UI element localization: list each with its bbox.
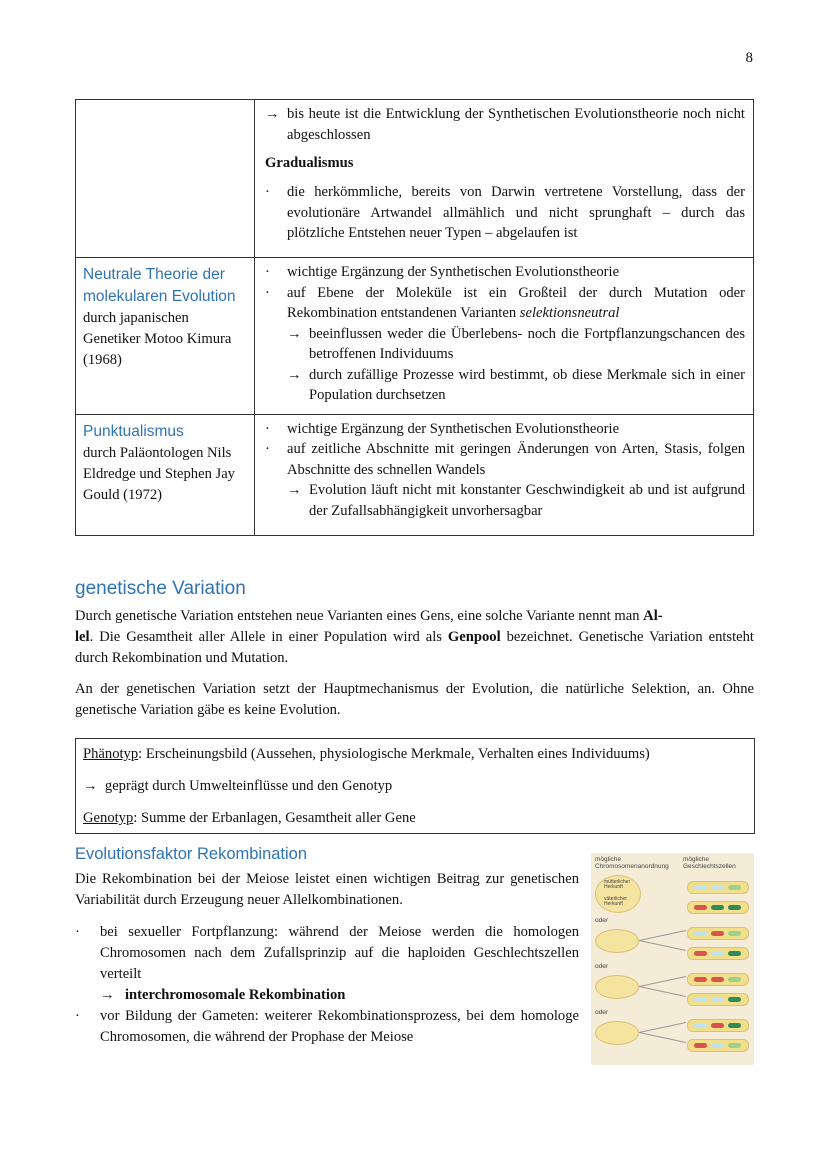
bullet-item: auf zeitliche Abschnitte mit geringen Änderungen von Arten, Stasis, folgen Abschnitte des schnellen Wandels [287,441,745,478]
term-punktualismus: Punktualismus [83,422,184,440]
bullet-icon: · [265,420,270,437]
chromosome-cell [595,875,641,913]
bullet-item [287,283,745,324]
bullet-item: wichtige Ergänzung der Synthetischen Evolutionstheorie [287,420,620,437]
paragraph-text: bezeichnet. Genetische Variation entsteht durch Rekombination und Mutation. [75,629,754,666]
gamete [687,1039,749,1052]
gamete [687,881,749,894]
chromosome-cell [595,929,639,953]
table-cell-neutral-theory [76,258,255,415]
arrow-item: geprägt durch Umwelteinflüsse und den Genotyp [104,778,393,794]
bullet-text: auf Ebene der Moleküle ist ein Großteil der durch Mutation oder Rekombination entstandenen Varianten [287,284,745,321]
table-cell-punktualismus-details [255,414,754,535]
paragraph-selection: An der genetischen Variation setzt der Hauptmechanismus der Evolution, die natürliche Selektion, an. Ohne genetische Variation gäbe es keine Evolution. [75,681,754,718]
chromosome-cell [595,975,639,999]
figure-label-gametes: mögliche Geschlechtszellen [683,856,736,870]
arrow-icon: → [287,482,302,498]
arrow-icon: → [265,106,280,122]
chromosome-cell [595,1021,639,1045]
gamete [687,973,749,986]
bullet-icon: · [265,264,270,280]
arrow-item: beeinflussen weder die Überlebens- noch die Fortpflanzungschancen des betroffenen Individuums [309,325,745,362]
arrow-item: interchromosomale Rekombination [125,987,346,1003]
bullet-item: die herkömmliche, bereits von Darwin vertretene Vorstellung, dass der evolutionäre Artwandel allmählich und nicht sprunghaft – durch das plötzliche Entstehen neuer Typen – abgelaufen ist [287,184,745,241]
paragraph-text: . Die Gesamtheit aller Allele in einer Population wird als [89,629,442,645]
arrow-item: Evolution läuft nicht mit konstanter Geschwindigkeit ab und ist aufgrund der Zufallsabhängigkeit unvorhersagbar [309,482,745,519]
heading-gradualismus: Gradualismus [265,155,354,171]
term-genotype: Genotyp [83,810,134,826]
arrow-icon: → [287,366,302,383]
table-row [76,414,754,535]
term-source: durch Paläontologen Nils Eldredge und Stephen Jay Gould (1972) [83,444,235,503]
term-phenotype: Phänotyp [83,746,139,762]
paragraph-recombination: Die Rekombination bei der Meiose leistet einen wichtigen Beitrag zur genetischen Variabilität durch Erzeugung neuer Allelkombinationen. [75,871,579,908]
bold-term: lel [75,629,90,645]
bold-term: Al- [643,608,663,624]
label-oder: oder [595,917,609,924]
label-oder: oder [595,1009,609,1016]
arrow-icon: → [100,987,115,1003]
table-cell-gradualismus [255,100,754,258]
bullet-item: vor Bildung der Gameten: weiterer Rekombinationsprozess, bei dem homologe Chromosomen, die während der Prophase der Meiose [100,1008,579,1045]
table-row [76,258,754,415]
term-neutral-theory: Neutrale Theorie der molekularen Evolution [83,266,236,305]
gamete [687,927,749,940]
subsection-title: Evolutionsfaktor Rekombination [75,845,308,863]
bullet-icon: · [265,441,270,457]
arrow-line [639,976,686,987]
paragraph-text: Durch genetische Variation entstehen neue Varianten eines Gens, eine solche Variante nennt man [75,608,640,624]
arrow-line [639,940,686,951]
term-source: durch japanischen Genetiker Motoo Kimura (1968) [83,310,232,368]
bullet-icon: · [75,1008,80,1024]
arrow-line [639,1022,686,1033]
gamete [687,947,749,960]
arrow-line [639,986,686,997]
definition-box [75,738,755,834]
arrow-icon: → [83,778,98,794]
recombination-figure [591,853,754,1065]
table-cell-empty [76,100,255,258]
bold-term: Genpool [447,629,501,645]
label-maternal: mütterlicher Herkunft [604,879,631,890]
figure-label-arrangement: mögliche Chromosomenanordnung [595,856,669,870]
arrow-item: bis heute ist die Entwicklung der Synthetischen Evolutionstheorie noch nicht abgeschlossen [287,106,745,143]
recombination-list [75,922,579,1048]
definition-text: : Erscheinungsbild (Aussehen, physiologische Merkmale, Verhalten eines Individuums) [138,746,650,762]
label-paternal: väterlicher Herkunft [604,896,628,907]
bullet-item: wichtige Ergänzung der Synthetischen Evolutionstheorie [287,264,620,280]
label-oder: oder [595,963,609,970]
arrow-item: durch zufällige Prozesse wird bestimmt, ob diese Merkmale sich in einer Population durchsetzen [309,366,745,403]
gamete [687,993,749,1006]
bullet-item: bei sexueller Fortpflanzung: während der Meiose werden die homologen Chromosomen nach dem Zufallsprinzip auf die haploiden Geschlechtszellen verteilt [100,924,579,982]
bullet-icon: · [265,284,270,301]
bullet-icon: · [265,184,270,200]
gamete [687,1019,749,1032]
arrow-line [639,930,686,941]
table-row [76,100,754,258]
table-cell-neutral-details [255,258,754,415]
bullet-icon: · [75,924,80,940]
paragraph-variation [75,606,754,669]
gamete [687,901,749,914]
page-number: 8 [745,50,753,66]
section-title: genetische Variation [75,578,246,599]
table-cell-punktualismus [76,414,255,535]
arrow-line [639,1032,686,1043]
emphasis-text: selektionsneutral [519,305,620,321]
definition-text: : Summe der Erbanlagen, Gesamtheit aller Gene [133,810,416,826]
evolution-theories-table [75,99,754,536]
arrow-icon: → [287,325,302,342]
